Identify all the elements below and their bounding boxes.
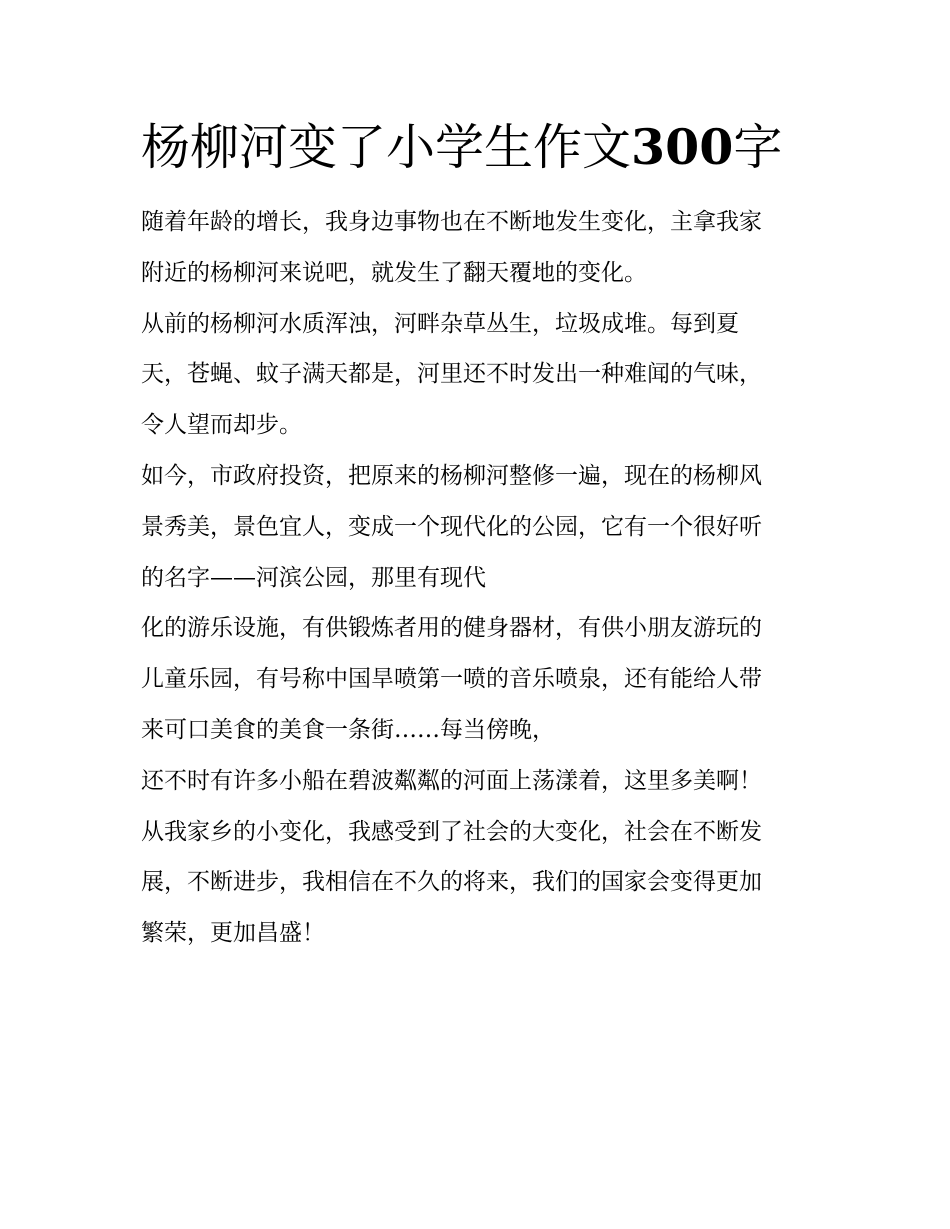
essay-line: 景秀美，景色宜人，变成一个现代化的公园，它有一个很好听	[141, 513, 762, 540]
essay-body	[141, 197, 821, 959]
essay-line: 附近的杨柳河来说吧，就发生了翻天覆地的变化。	[141, 259, 647, 286]
title-number: 300	[631, 118, 734, 176]
essay-line: 的名字——河滨公园，那里有现代	[141, 564, 486, 591]
title-text: 杨柳河变了小学生作文	[141, 119, 632, 176]
essay-line: 繁荣，更加昌盛！	[141, 920, 325, 947]
essay-line: 从我家乡的小变化，我感受到了社会的大变化，社会在不断发	[141, 818, 762, 845]
essay-line: 展，不断进步，我相信在不久的将来，我们的国家会变得更加	[141, 869, 762, 896]
essay-line: 还不时有许多小船在碧波粼粼的河面上荡漾着，这里多美啊！	[141, 767, 762, 794]
essay-line: 随着年龄的增长，我身边事物也在不断地发生变化，主拿我家	[141, 209, 762, 235]
essay-line: 从前的杨柳河水质浑浊，河畔杂草丛生，垃圾成堆。每到夏	[141, 310, 739, 337]
page-title	[141, 112, 841, 183]
essay-line: 令人望而却步。	[141, 412, 302, 439]
essay-line: 如今，市政府投资，把原来的杨柳河整修一遍，现在的杨柳风	[141, 462, 762, 489]
title-suffix: 字	[733, 119, 783, 176]
essay-line: 天，苍蝇、蚊子满天都是，河里还不时发出一种难闻的气味，	[141, 361, 762, 388]
essay-line: 化的游乐设施，有供锻炼者用的健身器材，有供小朋友游玩的	[141, 615, 762, 642]
essay-line: 来可口美食的美食一条街……每当傍晚，	[141, 716, 555, 743]
essay-line: 儿童乐园，有号称中国旱喷第一喷的音乐喷泉，还有能给人带	[141, 666, 762, 693]
